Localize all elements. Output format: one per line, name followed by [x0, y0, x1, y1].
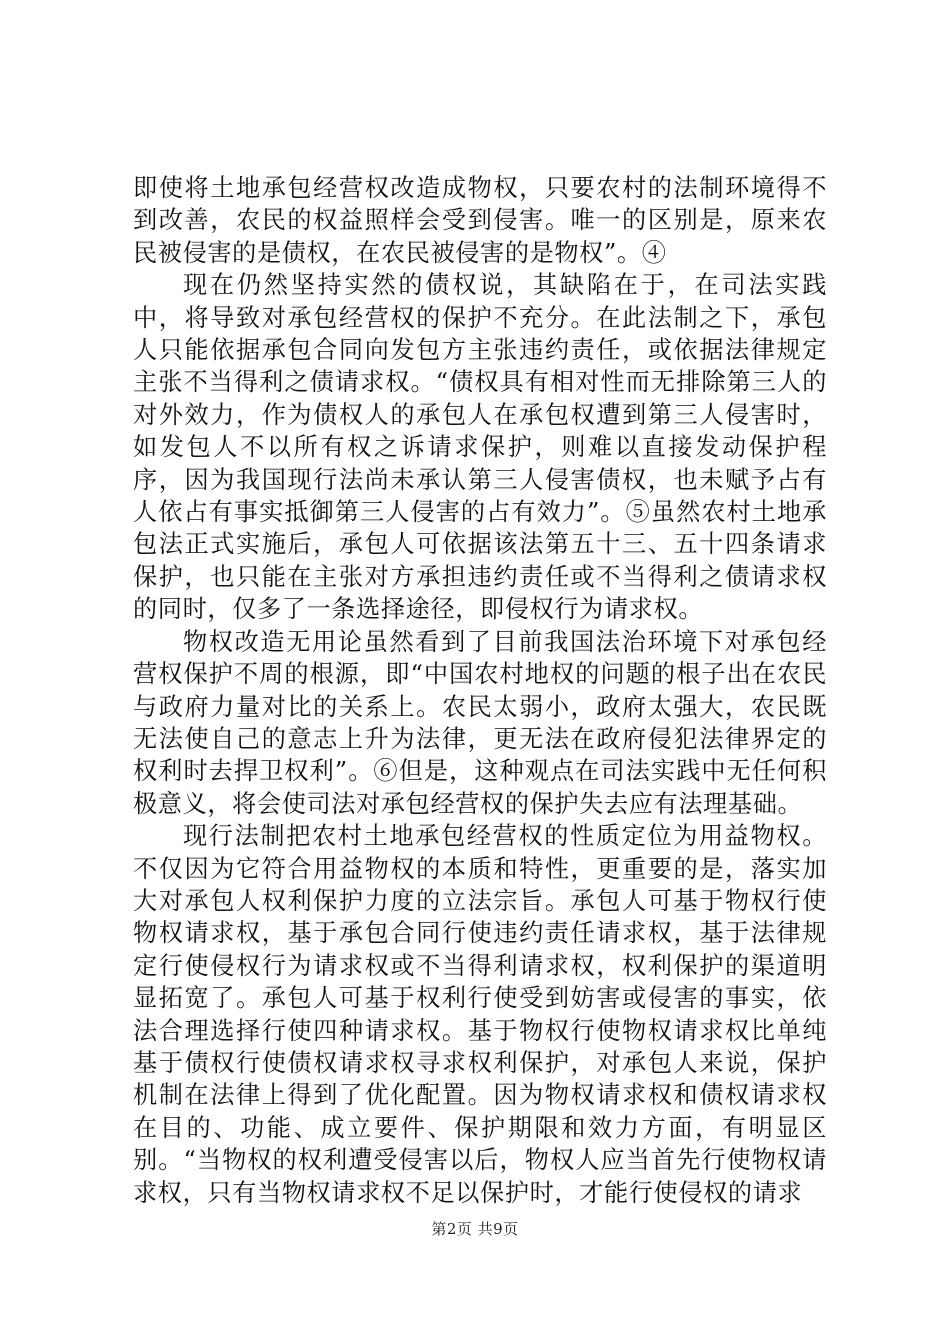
- paragraph-continuation: 即使将土地承包经营权改造成物权，只要农村的法制环境得不到改善，农民的权益照样会受到侵害。唯一的区别是，原来农民被侵害的是债权，在农民被侵害的是物权”。④: [133, 174, 827, 267]
- document-body: [133, 172, 827, 1209]
- paragraph-debt-theory: 现在仍然坚持实然的债权说，其缺陷在于，在司法实践中，将导致对承包经营权的保护不充分。在此法制之下，承包人只能依据承包合同向发包方主张违约责任，或依据法律规定主张不当得利之债请求权。“债权具有相对性而无排除第三人的对外效力，作为债权人的承包人在承包权遭到第三人侵害时，如发包人不以所有权之诉请求保护，则难以直接发动保护程序，因为我国现行法尚未承认第三人侵害债权，也未赋予占有人依占有事实抵御第三人侵害的占有效力”。⑤虽然农村土地承包法正式实施后，承包人可依据该法第五十三、五十四条请求保护，也只能在主张对方承担违约责任或不当得利之债请求权的同时，仅多了一条选择途径，即侵权行为请求权。: [133, 271, 827, 624]
- paragraph-usufruct: 现行法制把农村土地承包经营权的性质定位为用益物权。不仅因为它符合用益物权的本质和特性，更重要的是，落实加大对承包人权利保护力度的立法宗旨。承包人可基于物权行使物权请求权，基于承包合同行使违约责任请求权，基于法律规定行使侵权行为请求权或不当得利请求权，权利保护的渠道明显拓宽了。承包人可基于权利行使受到妨害或侵害的事实，依法合理选择行使四种请求权。基于物权行使物权请求权比单纯基于债权行使债权请求权寻求权利保护，对承包人来说，保护机制在法律上得到了优化配置。因为物权请求权和债权请求权在目的、功能、成立要件、保护期限和效力方面，有明显区别。“当物权的权利遭受侵害以后，物权人应当首先行使物权请求权，只有当物权请求权不足以保护时，才能行使侵权的请求: [133, 822, 827, 1207]
- paragraph-useless-theory: 物权改造无用论虽然看到了目前我国法治环境下对承包经营权保护不周的根源，即“中国农村地权的问题的根子出在农民与政府力量对比的关系上。农民太弱小，政府太强大，农民既无法使自己的意志上升为法律，更无法在政府侵犯法律界定的权利时去捍卫权利”。⑥但是，这种观点在司法实践中无任何积极意义，将会使司法对承包经营权的保护失去应有法理基础。: [133, 627, 827, 818]
- page-number-footer: 第2页 共9页: [431, 1220, 519, 1238]
